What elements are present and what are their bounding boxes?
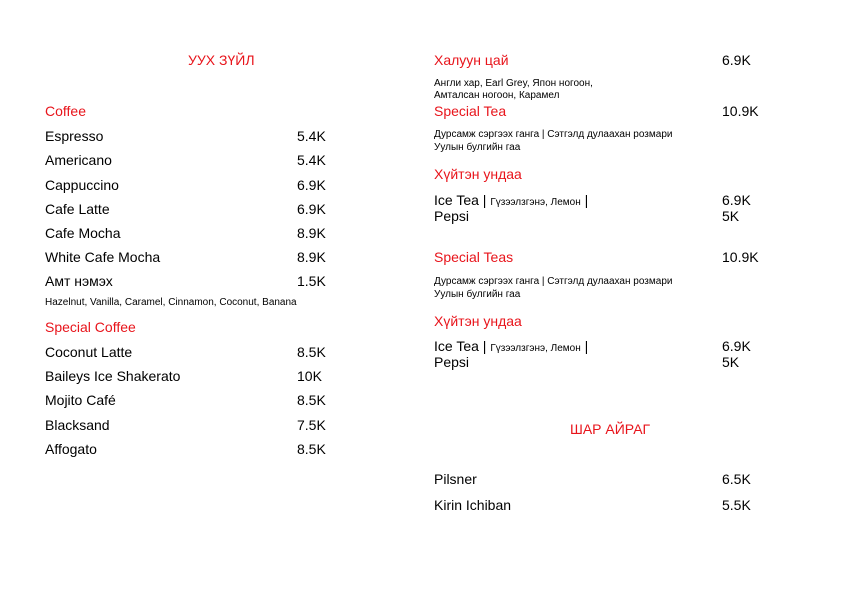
hot-tea-price: 6.9K: [722, 52, 751, 68]
special-teas-note-line1: Дурсамж сэргээх ганга | Сэтгэлд дулаахан розмари: [434, 276, 673, 287]
menu-item-price: 1.5K: [297, 273, 326, 289]
menu-item-price: 5K: [722, 208, 740, 224]
menu-item-name: Pepsi: [434, 354, 470, 370]
separator: |: [478, 338, 491, 354]
ice-tea-line: [434, 339, 588, 354]
menu-item-name: Baileys Ice Shakerato: [45, 368, 181, 384]
menu-item-price: 6.9K: [722, 192, 751, 208]
menu-item-price: 7.5K: [297, 417, 326, 433]
menu-item-price: 6.9K: [297, 201, 326, 217]
menu-item-name: Амт нэмэх: [45, 273, 113, 289]
hot-tea-heading: Халуун цай: [434, 52, 509, 68]
menu-item-price: 8.9K: [297, 225, 326, 241]
menu-item-price: 10K: [297, 368, 322, 384]
menu-item-price: 6.9K: [722, 338, 751, 354]
menu-item-price: 5.4K: [297, 128, 326, 144]
cold-drinks-heading: Хүйтэн ундаа: [434, 313, 522, 329]
menu-item-name: Espresso: [45, 128, 104, 144]
special-tea-heading: Special Tea: [434, 103, 507, 119]
special-tea-note-line1: Дурсамж сэргээх ганга | Сэтгэлд дулаахан розмари: [434, 129, 673, 140]
menu-item-name: Cappuccino: [45, 177, 119, 193]
coffee-heading: Coffee: [45, 103, 86, 119]
menu-item-name: Mojito Café: [45, 392, 116, 408]
special-coffee-heading: Special Coffee: [45, 319, 136, 335]
menu-item-name: Affogato: [45, 441, 97, 457]
menu-item-price: 6.9K: [297, 177, 326, 193]
special-teas-price: 10.9K: [722, 249, 759, 265]
menu-item-name: Cafe Mocha: [45, 225, 121, 241]
menu-item-price: 6.5K: [722, 471, 751, 487]
menu-item-name: Kirin Ichiban: [434, 497, 512, 513]
separator: |: [580, 192, 589, 208]
cold-drinks-heading: Хүйтэн ундаа: [434, 166, 522, 182]
special-teas-heading: Special Teas: [434, 249, 514, 265]
drinks-title: УУХ ЗҮЙЛ: [188, 52, 255, 68]
menu-item-name: White Cafe Mocha: [45, 249, 161, 265]
separator: |: [580, 338, 589, 354]
menu-item-price: 8.9K: [297, 249, 326, 265]
menu-item-price: 5K: [722, 354, 740, 370]
special-tea-note-line2: Уулын булгийн гаа: [434, 142, 521, 153]
special-teas-note-line2: Уулын булгийн гаа: [434, 289, 521, 300]
menu-item-name: Pepsi: [434, 208, 470, 224]
menu-item-name: Blacksand: [45, 417, 110, 433]
flavor-note: Hazelnut, Vanilla, Caramel, Cinnamon, Coconut, Banana: [45, 297, 297, 308]
menu-item-name: Coconut Latte: [45, 344, 133, 360]
flavor-options: Гүзээлзгэнэ, Лемон: [490, 343, 581, 354]
menu-item-name: Americano: [45, 152, 112, 168]
beer-title: ШАР АЙРАГ: [570, 421, 651, 437]
flavor-options: Гүзээлзгэнэ, Лемон: [490, 197, 581, 208]
ice-tea-line: [434, 193, 588, 208]
hot-tea-note-line1: Англи хар, Earl Grey, Япон ногоон,: [434, 78, 593, 89]
menu-item-price: 8.5K: [297, 441, 326, 457]
menu-item-name: Pilsner: [434, 471, 477, 487]
menu-item-price: 8.5K: [297, 344, 326, 360]
menu-item-name: Ice Tea: [434, 338, 479, 354]
menu-item-price: 8.5K: [297, 392, 326, 408]
hot-tea-note-line2: Амталсан ногоон, Карамел: [434, 90, 560, 101]
separator: |: [478, 192, 491, 208]
menu-item-price: 5.5K: [722, 497, 751, 513]
menu-item-name: Cafe Latte: [45, 201, 110, 217]
menu-item-price: 5.4K: [297, 152, 326, 168]
special-tea-price: 10.9K: [722, 103, 759, 119]
menu-item-name: Ice Tea: [434, 192, 479, 208]
